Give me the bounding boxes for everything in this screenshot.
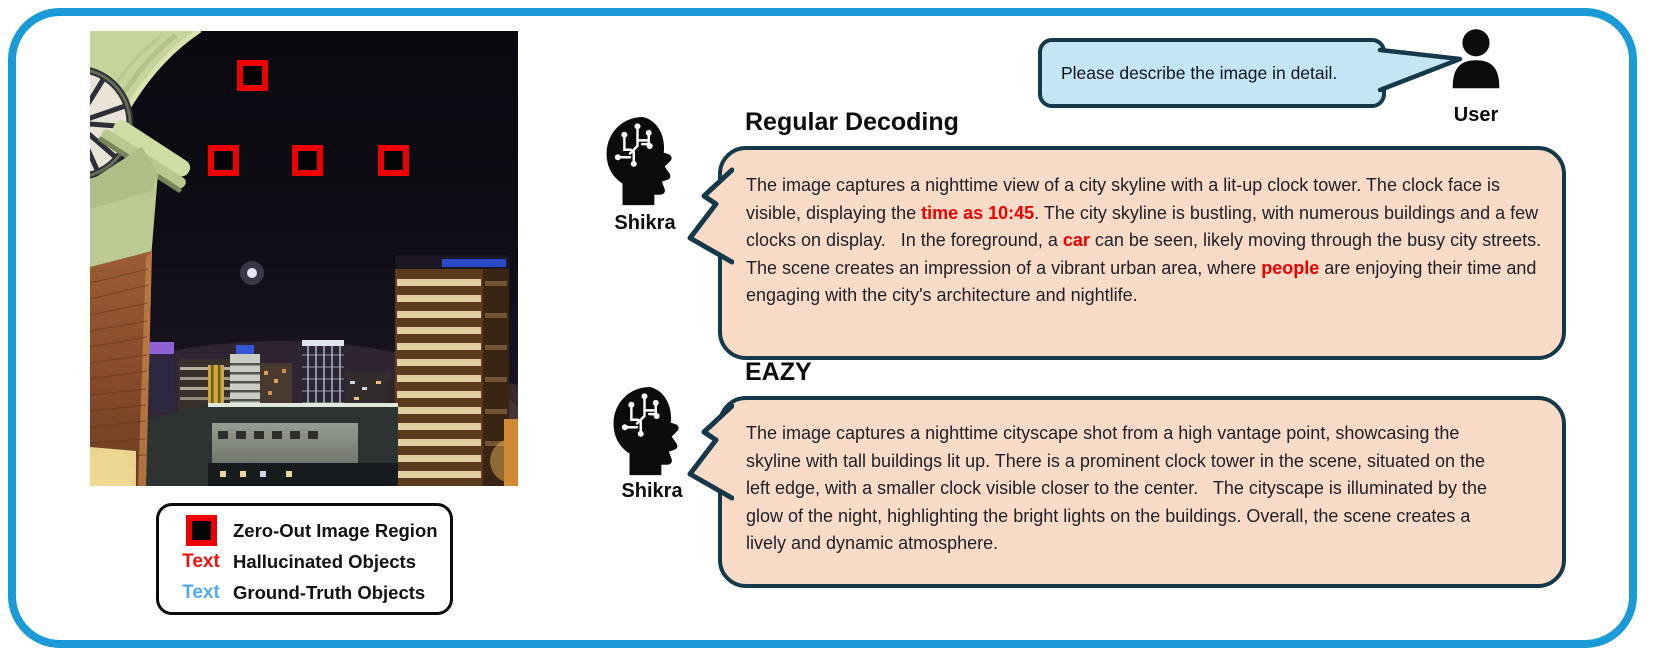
zero-out-swatch [186,515,217,546]
scene-art [90,31,518,486]
building-sign [236,345,254,354]
user-label: User [1453,104,1499,126]
legend-label: Hallucinated Objects [233,550,416,572]
user-prompt-text: Please describe the image in detail. [1061,62,1338,83]
legend-label: Ground-Truth Objects [233,581,426,603]
highrise-building [395,255,509,486]
hallucinated-object: people [1261,257,1320,278]
scene-photo [90,31,518,486]
zero-out-region [378,145,409,176]
legend-box [156,503,453,615]
hallucinated-object: car [1062,230,1090,250]
hallucinated-object: time as 10:45 [921,202,1035,223]
section-heading-eazy: EAZY [745,358,812,386]
eazy-bubble [718,396,1566,588]
regular-decoding-text: The image captures a nighttime view of a city skyline with a lit-up clock tower. The clock face is visible, displaying the time as 10:45. The city skyline is bustling, with numerous buildings and a few clocks on display. In the foreground, a car can be seen, likely moving through the busy city streets. The scene creates an impression of a vibrant urban area, where people are enjoying their time and engaging with the city's architecture and nightlife. [746,175,1546,305]
shikra-label: Shikra [621,480,683,502]
shikra-label: Shikra [614,212,676,234]
shikra-icon [607,384,697,478]
legend-item-ground-truth [169,577,440,608]
hallucinated-text-sample: Text [182,550,220,572]
legend-item-hallucinated [169,546,440,577]
shikra-icon [600,114,690,208]
section-heading-regular-decoding: Regular Decoding [745,108,959,136]
moon [240,261,264,285]
building [504,419,518,486]
lattice-tower [302,340,344,412]
legend-label: Zero-Out Image Region [233,519,438,541]
legend-item-zero-out [169,515,440,546]
user-prompt-bubble [1038,38,1386,108]
zero-out-region [292,145,323,176]
zero-out-region [208,145,239,176]
ground-truth-text-sample: Text [182,581,220,603]
eazy-text: The image captures a nighttime cityscape shot from a high vantage point, showcasing the skyline with tall buildings lit up. There is a prominent clock tower in the scene, situated on the left edge, with a smaller clock visible closer to the center. The cityscape is illuminated by the glow of the night, highlighting the bright lights on the buildings. Overall, the scene creates a lively and dynamic atmosphere. [746,423,1493,553]
roof-sign [442,259,506,267]
zero-out-region [237,60,268,91]
user-icon [1445,28,1507,104]
regular-decoding-bubble [718,146,1566,360]
building [148,342,174,354]
